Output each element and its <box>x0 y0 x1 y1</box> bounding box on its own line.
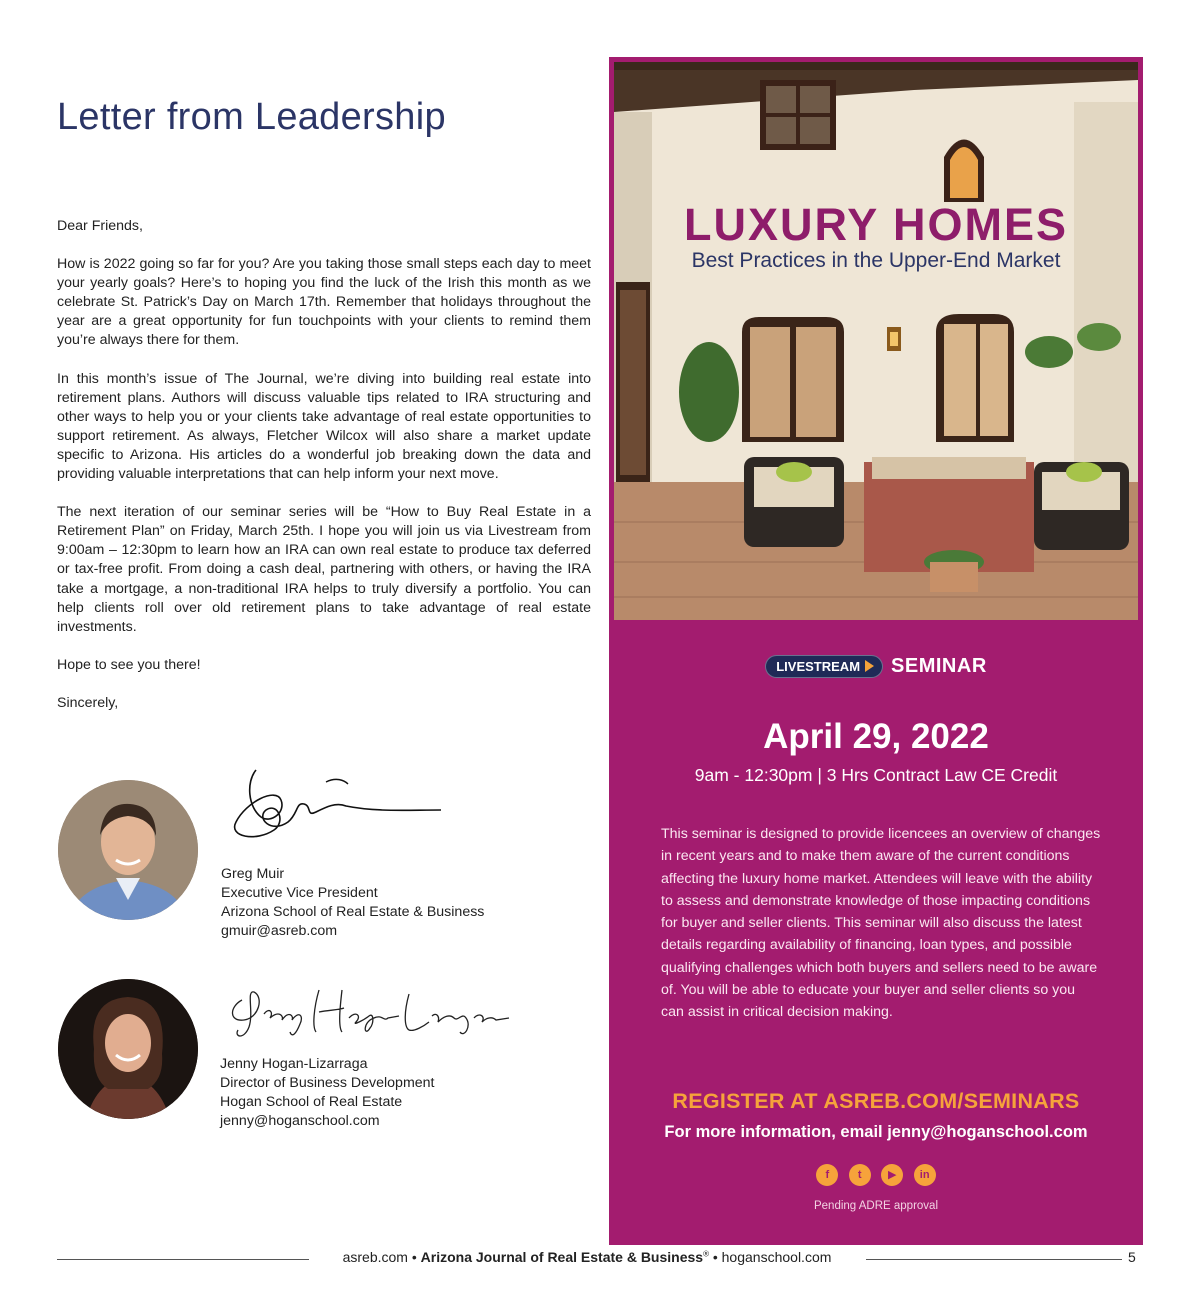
youtube-icon[interactable]: ▶ <box>881 1164 903 1186</box>
seminar-date: April 29, 2022 <box>763 717 989 756</box>
livestream-seminar-badge <box>609 655 1143 678</box>
play-icon <box>865 660 874 672</box>
linkedin-icon[interactable]: in <box>914 1164 936 1186</box>
pending-approval: Pending ADRE approval <box>813 1200 939 1212</box>
signature-jenny-hogan-lizarraga <box>224 982 514 1052</box>
more-info-email[interactable]: For more information, email jenny@hoganschool.com <box>664 1123 1088 1141</box>
signer-email: jenny@hoganschool.com <box>220 1113 380 1130</box>
page-title: Letter from Leadership <box>57 96 446 138</box>
facebook-icon[interactable]: f <box>816 1164 838 1186</box>
signature-greg-muir <box>226 762 446 852</box>
signer-title: Director of Business Development <box>220 1075 435 1092</box>
letter-body <box>57 217 591 732</box>
avatar-greg-muir <box>58 780 198 920</box>
seminar-ad <box>609 57 1143 1245</box>
letter-greeting: Dear Friends, <box>57 218 143 234</box>
letter-paragraph: The next iteration of our seminar series will be “How to Buy Real Estate in a Retirement Plan” on Friday, March 25th. I hope you will join us via Livestream from 9:00am – 12:30pm to learn how an IRA can own real estate to produce tax deferred or tax-free profit. From doing a cash deal, partnering with others, or having the IRA take a mortgage, a non-traditional IRA helps to truly diversify a portfolio. You can help clients roll over old retirement plans to take advantage of real estate investments. <box>57 504 591 635</box>
footer-right[interactable]: • hoganschool.com <box>712 1249 832 1265</box>
livestream-pill <box>765 655 883 678</box>
livestream-label: LIVESTREAM <box>776 659 861 674</box>
signer-title: Executive Vice President <box>221 885 378 902</box>
social-icons <box>609 1164 1143 1186</box>
page-number: 5 <box>1128 1249 1136 1265</box>
letter-paragraph: How is 2022 going so far for you? Are you taking those small steps each day to meet your yearly goals? Here’s to hoping you find the luck of the Irish this month as we celebrate St. Patrick’s Day on March 17th. Remember that holidays throughout the year are a great opportunity for fun touchpoints with your clients to remind them you’re always there for them. <box>57 256 591 349</box>
signer-name: Greg Muir <box>221 866 285 882</box>
seminar-label: SEMINAR <box>891 655 987 677</box>
register-link[interactable]: REGISTER AT ASREB.COM/SEMINARS <box>672 1089 1080 1113</box>
letter-closing: Hope to see you there! <box>57 656 201 673</box>
footer-rule-right <box>866 1259 1122 1260</box>
footer-registered: ® <box>703 1249 709 1259</box>
avatar-jenny-hogan-lizarraga <box>58 979 198 1119</box>
footer-left[interactable]: asreb.com • <box>342 1249 417 1265</box>
footer-rule-left <box>57 1259 309 1260</box>
signer-org: Hogan School of Real Estate <box>220 1094 403 1111</box>
signer-block <box>220 1055 434 1131</box>
page-footer <box>314 1249 860 1265</box>
letter-paragraph: In this month’s issue of The Journal, we’re diving into building real estate into retirement plans. Authors will discuss valuable tips related to IRA structuring and other ways to help you or your clients take advantage of real estate opportunities to support retirement. As always, Fletcher Wilcox will also share a market update specific to Arizona. His articles do a wonderful job breaking down the data and providing valuable interpretations that can help inform your next move. <box>57 370 591 483</box>
ad-subheadline: Best Practices in the Upper-End Market <box>691 249 1061 272</box>
seminar-description: This seminar is designed to provide licencees an overview of changes in recent years and to make them aware of the current conditions affecting the luxury home market. Attendees will leave with the ability to assess and demonstrate knowledge of those impacting conditions for buyer and seller clients. This seminar will also discuss the latest details regarding availability of financing, loan types, and possible qualifying challenges which both buyers and sellers need to be aware of. You will be able to educate your buyer and seller clients so you can assist in critical decision making. <box>661 826 1101 1021</box>
ad-headline: LUXURY HOMES <box>683 199 1069 250</box>
twitter-icon[interactable]: t <box>849 1164 871 1186</box>
signer-block <box>221 865 484 941</box>
signer-org: Arizona School of Real Estate & Business <box>221 904 485 921</box>
seminar-time-credit: 9am - 12:30pm | 3 Hrs Contract Law CE Credit <box>694 765 1058 785</box>
signer-email: gmuir@asreb.com <box>221 923 338 940</box>
footer-journal: Arizona Journal of Real Estate & Business <box>420 1249 704 1265</box>
luxury-home-photo <box>614 62 1138 620</box>
signer-name: Jenny Hogan-Lizarraga <box>220 1056 368 1072</box>
letter-signoff: Sincerely, <box>57 694 119 711</box>
